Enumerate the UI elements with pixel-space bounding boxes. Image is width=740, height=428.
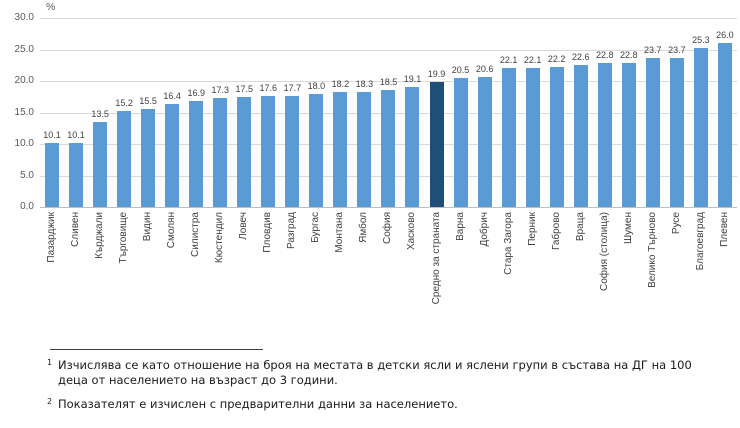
bar-value-label: 20.6 [475,64,494,75]
bar-slot [545,18,569,207]
bar-slot [256,18,280,207]
x-axis-category-label: Плевен [718,212,730,247]
bar-value-label: 25.3 [692,34,710,45]
y-axis-tick-label: 5.0 [20,169,34,181]
x-axis-category-label: Видин [142,212,154,242]
bar-slot [449,18,473,207]
x-axis-category-label: Варна [454,212,466,241]
bar [45,143,59,207]
bar [526,68,540,207]
bar-slot [40,18,64,207]
bar-value-label: 19.9 [427,68,446,79]
bar-slot [376,18,400,207]
y-axis-unit-label: % [46,1,56,13]
bar-value-label: 18.2 [331,79,350,90]
y-axis-tick-label: 10.0 [14,138,34,149]
footnote-separator [50,349,263,350]
bar-slot [689,18,713,207]
bar-slot [160,18,184,207]
bar-slot [473,18,497,207]
bar-value-label: 16.9 [187,87,205,98]
bar-value-label: 17.7 [283,82,302,93]
x-axis-category-label: Бургас [310,212,322,243]
x-axis-category-label: Кюстендил [214,212,226,264]
x-axis-category-label: Разград [286,212,298,249]
bar-slot [112,18,136,207]
bar-slot [593,18,617,207]
bar-slot [352,18,376,207]
x-axis-category-label: Монтана [334,212,346,253]
bar-slot [136,18,160,207]
x-axis-category-label: Благоевград [694,212,706,271]
bar-value-label: 10.1 [43,130,61,141]
bar-value-label: 17.6 [259,83,278,94]
x-axis-category-label: Габрово [550,212,562,251]
x-axis-category-label: Кърджали [94,212,106,259]
bar-slot [184,18,208,207]
x-axis-category-label: Сливен [70,212,82,247]
footnote-1-text: Изчислява се като отношение на броя на местата в детски ясли и яслени групи в състава на ДГ на 100 деца от населението на възраст до 3 години. [58,358,692,387]
x-axis-category-label: Враца [574,212,586,242]
y-axis-tick-label: 20.0 [14,75,34,86]
bar-slot [400,18,424,207]
y-axis-tick-label: 15.0 [14,106,34,118]
bar [574,65,588,207]
bar-value-label: 13.5 [91,108,109,119]
y-axis-tick-label: 0.0 [20,201,34,212]
bar-slot [641,18,665,207]
bar [405,87,419,207]
bar [646,58,660,207]
footnote-2 [45,397,713,412]
bar-slot [617,18,641,207]
bar-value-label: 20.5 [451,64,470,75]
bar-value-label: 18.5 [379,77,398,88]
bar [237,97,251,207]
bar [357,92,371,207]
bar [117,111,131,207]
x-axis-category-label: Шумен [622,212,634,245]
bar [93,122,107,207]
bar [381,90,395,207]
footnote-2-marker: 2 [47,396,53,406]
y-axis [0,12,34,212]
x-axis-category-label: София (столица) [598,212,610,291]
bar [285,96,299,208]
bar-value-label: 22.2 [547,54,566,65]
bar [261,96,275,207]
x-axis-category-label: Средно за страната [430,212,442,305]
footnote-1 [45,358,713,388]
x-axis-category-label: Стара Загора [502,212,514,275]
x-axis-category-label: Силистра [190,212,202,257]
bar-slot [232,18,256,207]
x-axis-category-label: Ловеч [238,212,250,240]
bar-slot [425,18,449,207]
bar-slot [280,18,304,207]
x-axis-category-label: Търговище [118,212,130,264]
bar-slot [713,18,737,207]
bar [598,63,612,207]
bar-slot [208,18,232,207]
bar-slot [88,18,112,207]
bar [478,77,492,207]
bar [502,68,516,207]
bar-value-label: 26.0 [716,30,734,41]
y-axis-tick-label: 30.0 [14,12,34,23]
bar [550,67,564,207]
bar [189,101,203,208]
footnotes-section [45,349,713,421]
bar-highlight [430,82,444,207]
footnote-2-text: Показателят е изчислен с предварителни данни за населението. [58,396,458,411]
bar-slot [304,18,328,207]
bar [670,58,684,207]
bar-slot [521,18,545,207]
bar-slot [64,18,88,207]
x-axis-category-label: Русе [670,212,682,235]
bar-value-label: 19.1 [403,73,422,84]
bar-value-label: 17.5 [235,83,254,94]
plot-area [40,18,737,208]
x-axis-category-label: Пловдив [262,212,274,253]
bar-value-label: 23.7 [668,44,686,55]
bar [141,109,155,207]
bar-value-label: 18.3 [355,78,374,89]
y-axis-tick-label: 25.0 [14,43,34,55]
bar-slot [665,18,689,207]
x-axis-category-label: Ямбол [358,212,370,243]
bar [454,78,468,207]
bar [333,92,347,207]
bar [69,143,83,207]
bar [165,104,179,207]
bar-value-label: 22.8 [595,50,614,61]
bar-value-label: 16.4 [163,90,181,101]
bar-value-label: 22.1 [499,54,518,65]
bar-slot [569,18,593,207]
bar-series [40,18,737,207]
x-axis-category-label: Перник [526,212,538,246]
x-axis-category-label: Велико Търново [646,212,658,288]
bar [213,98,227,207]
x-axis-category-label: Смолян [166,212,178,249]
bar-slot [497,18,521,207]
x-axis-category-label: Добрич [478,212,490,247]
bar-value-label: 22.1 [523,54,542,65]
x-axis-category-label: Хасково [406,212,418,251]
bar-value-label: 23.7 [644,44,662,55]
bar [622,63,636,207]
footnote-1-marker: 1 [47,358,53,367]
bar-value-label: 22.8 [620,50,638,61]
bar-value-label: 18.0 [307,80,326,91]
x-axis-category-label: Пазарджик [46,212,58,263]
bar-value-label: 10.1 [67,130,85,141]
x-axis [40,212,737,352]
bar [309,94,323,207]
bar-value-label: 17.3 [211,85,229,95]
bar-slot [328,18,352,207]
bar-value-label: 15.2 [115,98,133,109]
bar [694,48,708,207]
bar-value-label: 15.5 [139,96,157,107]
bar-value-label: 22.6 [571,51,590,62]
bar [718,43,732,207]
x-axis-category-label: София [382,212,394,245]
